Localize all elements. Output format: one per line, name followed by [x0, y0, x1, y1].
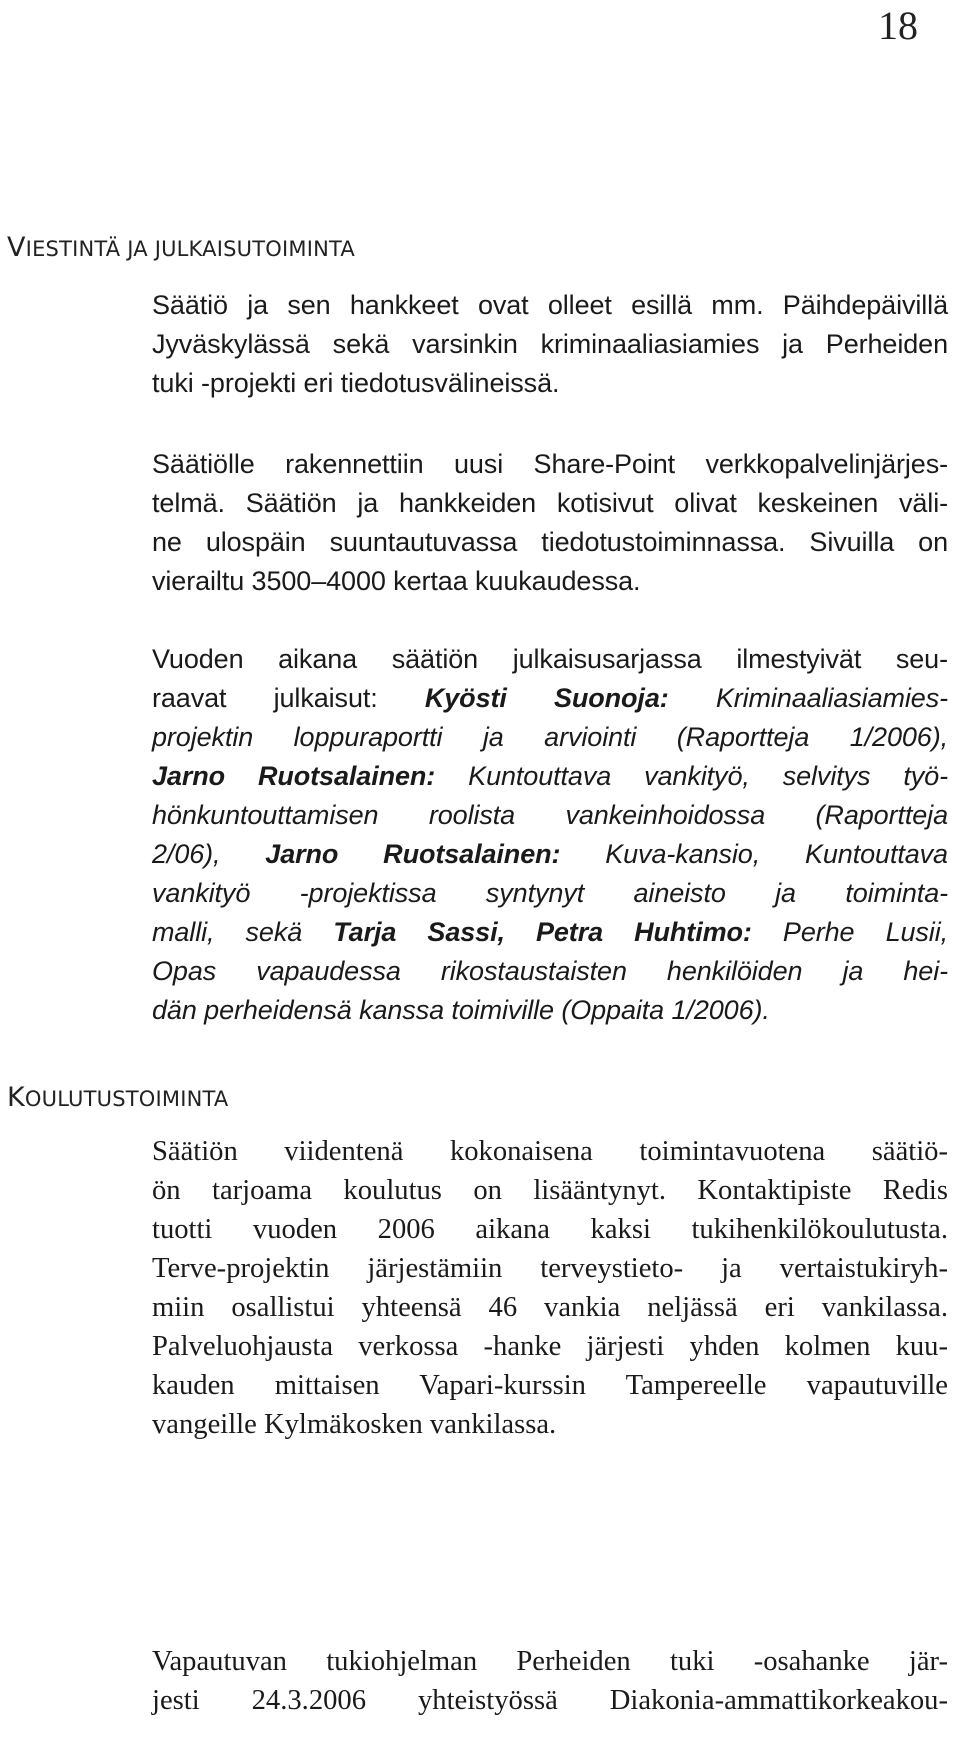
text-line: telmä. Säätiön ja hankkeiden kotisivut olivat keskeinen väli- — [152, 488, 948, 518]
heading-initial: V — [7, 232, 26, 263]
text-line: Säätiölle rakennettiin uusi Share-Point verkkopalvelinjärjes- — [152, 449, 948, 479]
heading-rest: IESTINTÄ JA JULKAISUTOIMINTA — [25, 237, 355, 261]
text-line: kauden mittaisen Vapari-kurssin Tampereelle vapautuville — [152, 1370, 948, 1401]
paragraph-website — [152, 445, 948, 601]
text-line: jesti 24.3.2006 yhteistyössä Diakonia-ammattikorkeakou- — [152, 1685, 948, 1716]
author-name: Jarno Ruotsalainen: — [265, 839, 561, 869]
text-line — [152, 679, 948, 718]
text-line: vierailtu 3500–4000 kertaa kuukaudessa. — [152, 566, 641, 596]
text-line — [152, 757, 948, 796]
publication-title: Kriminaaliasiamies- — [668, 683, 948, 713]
text-run: raavat julkaisut: — [152, 683, 425, 713]
text-line: Jyväskylässä sekä varsinkin kriminaaliasiamies ja Perheiden — [152, 329, 948, 359]
text-line: Vapautuvan tukiohjelman Perheiden tuki -osahanke jär- — [152, 1646, 948, 1677]
section-heading-koulutus — [7, 1082, 229, 1113]
author-name: Jarno Ruotsalainen: — [152, 761, 436, 791]
paragraph-publications — [152, 640, 948, 1030]
text-line — [152, 913, 948, 952]
paragraph-family-support — [152, 1642, 948, 1720]
heading-initial: K — [7, 1082, 25, 1113]
text-run: 2/06), — [152, 839, 266, 869]
text-line: miin osallistui yhteensä 46 vankia neljässä eri vankilassa. — [152, 1292, 948, 1323]
paragraph-training — [152, 1132, 948, 1444]
text-line: Säätiö ja sen hankkeet ovat olleet esillä mm. Päihdepäivillä — [152, 290, 948, 320]
text-line: Palveluohjausta verkossa -hanke järjesti yhden kolmen kuu- — [152, 1331, 948, 1362]
publication-title: Kuntouttava vankityö, selvitys työ- — [435, 761, 948, 791]
publication-title: Kuva-kansio, Kuntouttava — [560, 839, 948, 869]
text-line: projektin loppuraportti ja arviointi (Raportteja 1/2006), — [152, 722, 948, 752]
text-line: Säätiön viidentenä kokonaisena toimintavuotena säätiö- — [152, 1136, 948, 1167]
text-line: ön tarjoama koulutus on lisääntynyt. Kontaktipiste Redis — [152, 1175, 948, 1206]
paragraph-media-presence — [152, 286, 948, 403]
text-line: ne ulospäin suuntautuvassa tiedotustoiminnassa. Sivuilla on — [152, 527, 948, 557]
publication-title: Perhe Lusii, — [751, 917, 948, 947]
text-line: dän perheidensä kanssa toimiville (Oppaita 1/2006). — [152, 995, 770, 1025]
page-number: 18 — [878, 3, 918, 48]
text-line: hönkuntouttamisen roolista vankeinhoidossa (Raportteja — [152, 800, 948, 830]
text-run: malli, sekä — [152, 917, 334, 947]
heading-rest: OULUTUSTOIMINTA — [24, 1087, 229, 1111]
text-line: tuki -projekti eri tiedotusvälineissä. — [152, 368, 560, 398]
text-line: vangeille Kylmäkosken vankilassa. — [152, 1409, 557, 1440]
text-line — [152, 835, 948, 874]
section-heading-viestinta — [7, 232, 355, 263]
author-name: Kyösti Suonoja: — [424, 683, 669, 713]
author-name: Tarja Sassi, Petra Huhtimo: — [333, 917, 752, 947]
text-line: Vuoden aikana säätiön julkaisusarjassa ilmestyivät seu- — [152, 644, 948, 674]
text-line: Opas vapaudessa rikostaustaisten henkilöiden ja hei- — [152, 956, 948, 986]
text-line: vankityö -projektissa syntynyt aineisto ja toiminta- — [152, 878, 948, 908]
text-line: Terve-projektin järjestämiin terveystieto- ja vertaistukiryh- — [152, 1253, 948, 1284]
text-line: tuotti vuoden 2006 aikana kaksi tukihenkilökoulutusta. — [152, 1214, 948, 1245]
